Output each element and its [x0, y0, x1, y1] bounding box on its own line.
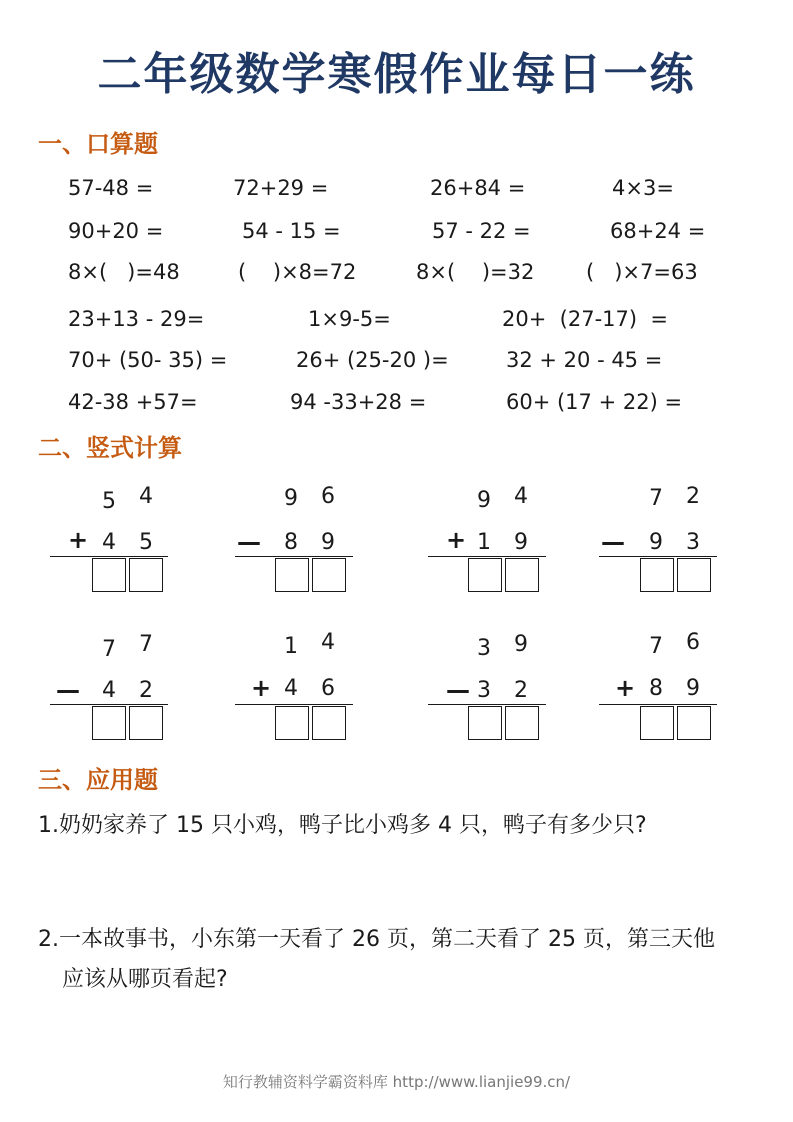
bottom-tens-digit: 9	[649, 530, 663, 555]
bottom-ones-digit: 9	[321, 530, 335, 555]
operator-sign: +	[446, 526, 467, 554]
bottom-ones-digit: 9	[686, 676, 700, 701]
answer-box-ones[interactable]	[505, 558, 539, 592]
oral-problem: 4×3=	[612, 176, 674, 200]
answer-box-tens[interactable]	[468, 558, 502, 592]
bottom-ones-digit: 6	[321, 676, 335, 701]
oral-problem: 23+13 - 29=	[68, 307, 205, 331]
answer-box-ones[interactable]	[677, 558, 711, 592]
top-tens-digit: 9	[284, 486, 298, 511]
oral-problem: 94 -33+28 =	[290, 390, 427, 414]
top-ones-digit: 6	[321, 484, 335, 509]
top-ones-digit: 2	[686, 484, 700, 509]
oral-problem: 72+29 =	[233, 176, 329, 200]
answer-line	[599, 704, 717, 705]
vertical-problem	[599, 632, 749, 752]
word-problem-2-continued: 应该从哪页看起?	[62, 967, 228, 992]
oral-problem: ( )×8=72	[238, 260, 357, 284]
answer-box-tens[interactable]	[92, 558, 126, 592]
page-title: 二年级数学寒假作业每日一练	[97, 49, 696, 100]
oral-problem: 90+20 =	[68, 219, 164, 243]
vertical-problem	[428, 484, 578, 604]
top-ones-digit: 4	[139, 484, 153, 509]
answer-line	[235, 556, 353, 557]
answer-box-ones[interactable]	[129, 558, 163, 592]
section-heading-vertical: 二、竖式计算	[38, 434, 182, 462]
top-tens-digit: 7	[649, 486, 663, 511]
top-ones-digit: 4	[321, 630, 335, 655]
answer-box-tens[interactable]	[275, 558, 309, 592]
top-ones-digit: 9	[514, 632, 528, 657]
word-problem-1: 1.奶奶家养了 15 只小鸡，鸭子比小鸡多 4 只，鸭子有多少只?	[38, 813, 647, 838]
operator-sign: —	[237, 528, 261, 556]
answer-box-ones[interactable]	[312, 706, 346, 740]
operator-sign: +	[251, 674, 272, 702]
answer-box-tens[interactable]	[640, 558, 674, 592]
answer-line	[428, 704, 546, 705]
top-tens-digit: 7	[102, 637, 116, 662]
bottom-tens-digit: 8	[649, 676, 663, 701]
section-heading-oral: 一、口算题	[38, 130, 158, 158]
oral-problem: 57-48 =	[68, 176, 154, 200]
answer-line	[235, 704, 353, 705]
top-tens-digit: 9	[477, 488, 491, 513]
top-tens-digit: 5	[102, 489, 116, 514]
oral-problem: 1×9-5=	[308, 307, 391, 331]
bottom-ones-digit: 2	[139, 678, 153, 703]
top-tens-digit: 1	[284, 634, 298, 659]
bottom-tens-digit: 3	[477, 678, 491, 703]
top-tens-digit: 3	[477, 636, 491, 661]
bottom-ones-digit: 2	[514, 678, 528, 703]
oral-problem: 20+ (27-17) =	[502, 307, 669, 331]
bottom-tens-digit: 8	[284, 530, 298, 555]
oral-problem: 32 + 20 - 45 =	[506, 348, 663, 372]
word-problem-2: 2.一本故事书，小东第一天看了 26 页，第二天看了 25 页，第三天他	[38, 927, 715, 952]
answer-line	[50, 704, 168, 705]
answer-box-ones[interactable]	[312, 558, 346, 592]
bottom-ones-digit: 5	[139, 530, 153, 555]
operator-sign: +	[615, 674, 636, 702]
oral-problem: 68+24 =	[610, 219, 706, 243]
operator-sign: —	[56, 676, 80, 704]
footer-watermark: 知行教辅资料学霸资料库 http://www.lianjie99.cn/	[222, 1073, 571, 1091]
top-ones-digit: 7	[139, 632, 153, 657]
answer-box-tens[interactable]	[92, 706, 126, 740]
bottom-tens-digit: 4	[102, 530, 116, 555]
vertical-problem	[428, 632, 578, 752]
bottom-tens-digit: 1	[477, 530, 491, 555]
answer-box-ones[interactable]	[677, 706, 711, 740]
oral-problem: 42-38 +57=	[68, 390, 198, 414]
vertical-problem	[50, 632, 200, 752]
answer-box-tens[interactable]	[275, 706, 309, 740]
vertical-problem	[50, 484, 200, 604]
vertical-problem	[235, 632, 385, 752]
oral-problem: 26+84 =	[430, 176, 526, 200]
operator-sign: —	[446, 676, 470, 704]
oral-problem: 60+ (17 + 22) =	[506, 390, 683, 414]
bottom-ones-digit: 3	[686, 530, 700, 555]
oral-problem: 70+ (50- 35) =	[68, 348, 228, 372]
section-heading-word-problems: 三、应用题	[38, 766, 158, 794]
top-ones-digit: 4	[514, 484, 528, 509]
vertical-problem	[235, 484, 385, 604]
bottom-tens-digit: 4	[284, 676, 298, 701]
answer-line	[428, 556, 546, 557]
top-tens-digit: 7	[649, 634, 663, 659]
answer-box-tens[interactable]	[640, 706, 674, 740]
top-ones-digit: 6	[686, 630, 700, 655]
vertical-problem	[599, 484, 749, 604]
answer-line	[50, 556, 168, 557]
oral-problem: ( )×7=63	[586, 260, 698, 284]
answer-box-ones[interactable]	[129, 706, 163, 740]
bottom-ones-digit: 9	[514, 530, 528, 555]
bottom-tens-digit: 4	[102, 678, 116, 703]
answer-box-ones[interactable]	[505, 706, 539, 740]
oral-problem: 8×( )=32	[416, 260, 535, 284]
answer-box-tens[interactable]	[468, 706, 502, 740]
oral-problem: 8×( )=48	[68, 260, 180, 284]
oral-problem: 54 - 15 =	[242, 219, 341, 243]
operator-sign: +	[68, 526, 89, 554]
operator-sign: —	[601, 528, 625, 556]
oral-problem: 26+ (25-20 )=	[296, 348, 449, 372]
answer-line	[599, 556, 717, 557]
oral-problem: 57 - 22 =	[432, 219, 531, 243]
